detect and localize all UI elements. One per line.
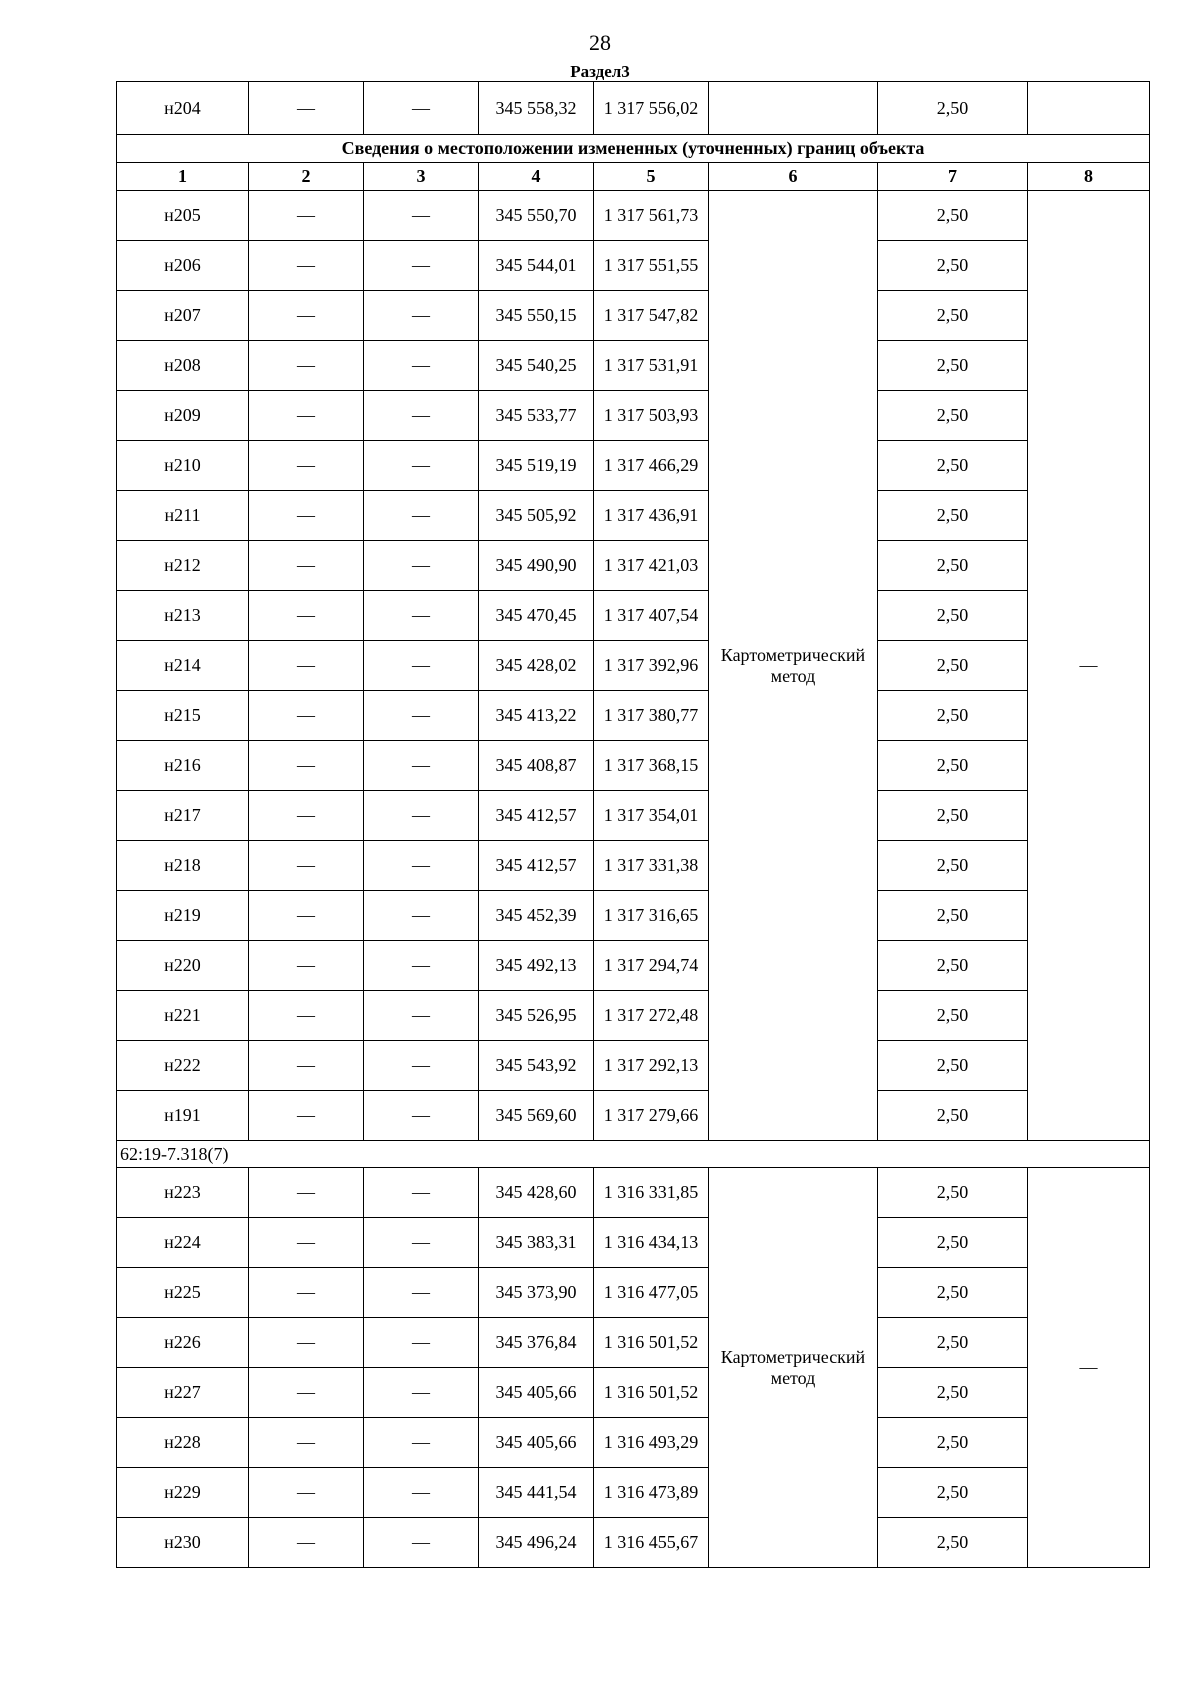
table-row bbox=[117, 741, 1150, 791]
y-coordinate-cell: 1 317 421,03 bbox=[594, 541, 709, 591]
accuracy-cell: 2,50 bbox=[878, 291, 1028, 341]
y-coordinate-cell: 1 317 292,13 bbox=[594, 1041, 709, 1091]
dash-cell: — bbox=[249, 1518, 364, 1568]
accuracy-cell: 2,50 bbox=[878, 1418, 1028, 1468]
dash-cell: — bbox=[249, 1368, 364, 1418]
dash-cell: — bbox=[364, 991, 479, 1041]
y-coordinate-cell: 1 316 331,85 bbox=[594, 1168, 709, 1218]
dash-cell: — bbox=[249, 941, 364, 991]
dash-cell: — bbox=[249, 82, 364, 135]
dash-cell: — bbox=[364, 1368, 479, 1418]
x-coordinate-cell: 345 405,66 bbox=[479, 1418, 594, 1468]
column-number: 1 bbox=[117, 163, 249, 191]
dash-cell: — bbox=[364, 491, 479, 541]
dash-cell: — bbox=[364, 1268, 479, 1318]
dash-cell: — bbox=[249, 891, 364, 941]
dash-cell: — bbox=[249, 591, 364, 641]
x-coordinate-cell: 345 428,02 bbox=[479, 641, 594, 691]
point-cell: н215 bbox=[117, 691, 249, 741]
table-row bbox=[117, 241, 1150, 291]
method-line: метод bbox=[770, 1367, 816, 1388]
dash-cell: — bbox=[249, 391, 364, 441]
x-coordinate-cell: 345 490,90 bbox=[479, 541, 594, 591]
section-label: 62:19-7.318(7) bbox=[117, 1141, 1150, 1168]
point-cell: н206 bbox=[117, 241, 249, 291]
y-coordinate-cell: 1 317 407,54 bbox=[594, 591, 709, 641]
table-row bbox=[117, 1468, 1150, 1518]
dash-cell: — bbox=[364, 1418, 479, 1468]
x-coordinate-cell: 345 428,60 bbox=[479, 1168, 594, 1218]
y-coordinate-cell: 1 317 436,91 bbox=[594, 491, 709, 541]
y-coordinate-cell: 1 317 531,91 bbox=[594, 341, 709, 391]
dash-cell: — bbox=[364, 1041, 479, 1091]
dash-cell: — bbox=[364, 191, 479, 241]
accuracy-cell: 2,50 bbox=[878, 1268, 1028, 1318]
dash-cell: — bbox=[364, 341, 479, 391]
dash-cell: — bbox=[249, 991, 364, 1041]
accuracy-cell: 2,50 bbox=[878, 82, 1028, 135]
table-row bbox=[117, 1168, 1150, 1218]
table-heading: Сведения о местоположении измененных (уточненных) границ объекта bbox=[117, 135, 1150, 163]
accuracy-cell: 2,50 bbox=[878, 941, 1028, 991]
x-coordinate-cell: 345 543,92 bbox=[479, 1041, 594, 1091]
dash-cell: — bbox=[249, 491, 364, 541]
table-row bbox=[117, 1268, 1150, 1318]
col8-cell: — bbox=[1028, 191, 1150, 1141]
y-coordinate-cell: 1 316 455,67 bbox=[594, 1518, 709, 1568]
y-coordinate-cell: 1 317 368,15 bbox=[594, 741, 709, 791]
dash-cell: — bbox=[364, 1468, 479, 1518]
y-coordinate-cell: 1 317 354,01 bbox=[594, 791, 709, 841]
accuracy-cell: 2,50 bbox=[878, 1041, 1028, 1091]
point-cell: н211 bbox=[117, 491, 249, 541]
x-coordinate-cell: 345 519,19 bbox=[479, 441, 594, 491]
method-line: метод bbox=[770, 665, 816, 686]
x-coordinate-cell: 345 526,95 bbox=[479, 991, 594, 1041]
point-cell: н221 bbox=[117, 991, 249, 1041]
x-coordinate-cell: 345 533,77 bbox=[479, 391, 594, 441]
table-row bbox=[117, 1218, 1150, 1268]
dash-cell: — bbox=[364, 841, 479, 891]
point-cell: н212 bbox=[117, 541, 249, 591]
point-cell: н225 bbox=[117, 1268, 249, 1318]
column-number: 5 bbox=[594, 163, 709, 191]
dash-cell: — bbox=[249, 441, 364, 491]
point-cell: н216 bbox=[117, 741, 249, 791]
boundary-points-table bbox=[116, 81, 1150, 1568]
dash-cell: — bbox=[249, 1268, 364, 1318]
y-coordinate-cell: 1 316 493,29 bbox=[594, 1418, 709, 1468]
dash-cell: — bbox=[364, 691, 479, 741]
point-cell: н217 bbox=[117, 791, 249, 841]
point-cell: н228 bbox=[117, 1418, 249, 1468]
point-cell: н222 bbox=[117, 1041, 249, 1091]
accuracy-cell: 2,50 bbox=[878, 1518, 1028, 1568]
y-coordinate-cell: 1 317 392,96 bbox=[594, 641, 709, 691]
dash-cell: — bbox=[249, 641, 364, 691]
table-row bbox=[117, 1318, 1150, 1368]
column-number: 6 bbox=[709, 163, 878, 191]
dash-cell: — bbox=[249, 1418, 364, 1468]
method-line: Картометрический bbox=[720, 1346, 866, 1367]
table-row bbox=[117, 641, 1150, 691]
point-cell: н226 bbox=[117, 1318, 249, 1368]
y-coordinate-cell: 1 317 547,82 bbox=[594, 291, 709, 341]
accuracy-cell: 2,50 bbox=[878, 891, 1028, 941]
table-row bbox=[117, 841, 1150, 891]
accuracy-cell: 2,50 bbox=[878, 1468, 1028, 1518]
dash-cell: — bbox=[249, 1091, 364, 1141]
y-coordinate-cell: 1 317 316,65 bbox=[594, 891, 709, 941]
column-number: 7 bbox=[878, 163, 1028, 191]
y-coordinate-cell: 1 316 473,89 bbox=[594, 1468, 709, 1518]
table-row bbox=[117, 291, 1150, 341]
dash-cell: — bbox=[364, 1091, 479, 1141]
dash-cell: — bbox=[249, 791, 364, 841]
y-coordinate-cell: 1 317 556,02 bbox=[594, 82, 709, 135]
column-number: 2 bbox=[249, 163, 364, 191]
point-cell: н191 bbox=[117, 1091, 249, 1141]
y-coordinate-cell: 1 317 279,66 bbox=[594, 1091, 709, 1141]
dash-cell: — bbox=[364, 591, 479, 641]
x-coordinate-cell: 345 496,24 bbox=[479, 1518, 594, 1568]
dash-cell: — bbox=[249, 341, 364, 391]
x-coordinate-cell: 345 441,54 bbox=[479, 1468, 594, 1518]
y-coordinate-cell: 1 316 501,52 bbox=[594, 1368, 709, 1418]
x-coordinate-cell: 345 373,90 bbox=[479, 1268, 594, 1318]
column-number: 8 bbox=[1028, 163, 1150, 191]
y-coordinate-cell: 1 317 466,29 bbox=[594, 441, 709, 491]
table-row bbox=[117, 791, 1150, 841]
x-coordinate-cell: 345 413,22 bbox=[479, 691, 594, 741]
point-cell: н229 bbox=[117, 1468, 249, 1518]
dash-cell: — bbox=[249, 191, 364, 241]
accuracy-cell: 2,50 bbox=[878, 541, 1028, 591]
table-row bbox=[117, 941, 1150, 991]
point-cell: н208 bbox=[117, 341, 249, 391]
dash-cell: — bbox=[364, 1518, 479, 1568]
accuracy-cell: 2,50 bbox=[878, 1168, 1028, 1218]
dash-cell: — bbox=[249, 691, 364, 741]
y-coordinate-cell: 1 316 434,13 bbox=[594, 1218, 709, 1268]
dash-cell: — bbox=[249, 241, 364, 291]
point-cell: н230 bbox=[117, 1518, 249, 1568]
accuracy-cell: 2,50 bbox=[878, 991, 1028, 1041]
table-row-top bbox=[117, 82, 1150, 135]
accuracy-cell: 2,50 bbox=[878, 1218, 1028, 1268]
point-cell: н224 bbox=[117, 1218, 249, 1268]
accuracy-cell: 2,50 bbox=[878, 641, 1028, 691]
point-cell: н227 bbox=[117, 1368, 249, 1418]
page-number: 28 bbox=[589, 30, 611, 55]
x-coordinate-cell: 345 452,39 bbox=[479, 891, 594, 941]
accuracy-cell: 2,50 bbox=[878, 691, 1028, 741]
table-row bbox=[117, 1368, 1150, 1418]
column-number: 4 bbox=[479, 163, 594, 191]
point-cell: н207 bbox=[117, 291, 249, 341]
x-coordinate-cell: 345 550,70 bbox=[479, 191, 594, 241]
table-row bbox=[117, 191, 1150, 241]
dash-cell: — bbox=[364, 741, 479, 791]
dash-cell: — bbox=[249, 1218, 364, 1268]
y-coordinate-cell: 1 317 503,93 bbox=[594, 391, 709, 441]
dash-cell: — bbox=[364, 891, 479, 941]
point-cell: н210 bbox=[117, 441, 249, 491]
table-row bbox=[117, 441, 1150, 491]
y-coordinate-cell: 1 317 561,73 bbox=[594, 191, 709, 241]
y-coordinate-cell: 1 317 551,55 bbox=[594, 241, 709, 291]
dash-cell: — bbox=[249, 1318, 364, 1368]
y-coordinate-cell: 1 317 294,74 bbox=[594, 941, 709, 991]
method-cell bbox=[709, 1168, 878, 1568]
dash-cell: — bbox=[249, 1468, 364, 1518]
x-coordinate-cell: 345 550,15 bbox=[479, 291, 594, 341]
accuracy-cell: 2,50 bbox=[878, 591, 1028, 641]
method-cell bbox=[709, 82, 878, 135]
accuracy-cell: 2,50 bbox=[878, 441, 1028, 491]
x-coordinate-cell: 345 405,66 bbox=[479, 1368, 594, 1418]
dash-cell: — bbox=[364, 241, 479, 291]
accuracy-cell: 2,50 bbox=[878, 1368, 1028, 1418]
column-number: 3 bbox=[364, 163, 479, 191]
point-cell: н220 bbox=[117, 941, 249, 991]
table-row bbox=[117, 541, 1150, 591]
dash-cell: — bbox=[364, 791, 479, 841]
dash-cell: — bbox=[364, 541, 479, 591]
point-cell: н205 bbox=[117, 191, 249, 241]
accuracy-cell: 2,50 bbox=[878, 241, 1028, 291]
dash-cell: — bbox=[364, 1218, 479, 1268]
point-cell: н214 bbox=[117, 641, 249, 691]
point-cell: н204 bbox=[117, 82, 249, 135]
accuracy-cell: 2,50 bbox=[878, 341, 1028, 391]
x-coordinate-cell: 345 412,57 bbox=[479, 791, 594, 841]
y-coordinate-cell: 1 316 477,05 bbox=[594, 1268, 709, 1318]
x-coordinate-cell: 345 408,87 bbox=[479, 741, 594, 791]
x-coordinate-cell: 345 505,92 bbox=[479, 491, 594, 541]
table-row bbox=[117, 591, 1150, 641]
y-coordinate-cell: 1 317 272,48 bbox=[594, 991, 709, 1041]
accuracy-cell: 2,50 bbox=[878, 791, 1028, 841]
dash-cell: — bbox=[364, 441, 479, 491]
table-row bbox=[117, 341, 1150, 391]
x-coordinate-cell: 345 412,57 bbox=[479, 841, 594, 891]
table-row bbox=[117, 1041, 1150, 1091]
dash-cell: — bbox=[364, 291, 479, 341]
dash-cell: — bbox=[364, 82, 479, 135]
x-coordinate-cell: 345 376,84 bbox=[479, 1318, 594, 1368]
point-cell: н223 bbox=[117, 1168, 249, 1218]
accuracy-cell: 2,50 bbox=[878, 1318, 1028, 1368]
table-row bbox=[117, 1518, 1150, 1568]
dash-cell: — bbox=[249, 291, 364, 341]
x-coordinate-cell: 345 540,25 bbox=[479, 341, 594, 391]
table-row bbox=[117, 1091, 1150, 1141]
x-coordinate-cell: 345 383,31 bbox=[479, 1218, 594, 1268]
table-row bbox=[117, 491, 1150, 541]
dash-cell: — bbox=[249, 541, 364, 591]
table-row bbox=[117, 891, 1150, 941]
dash-cell: — bbox=[364, 1168, 479, 1218]
method-line: Картометрический bbox=[720, 644, 866, 665]
dash-cell: — bbox=[249, 1041, 364, 1091]
table-row bbox=[117, 691, 1150, 741]
dash-cell: — bbox=[249, 1168, 364, 1218]
col8-cell: — bbox=[1028, 1168, 1150, 1568]
point-cell: н219 bbox=[117, 891, 249, 941]
table-row bbox=[117, 391, 1150, 441]
accuracy-cell: 2,50 bbox=[878, 741, 1028, 791]
accuracy-cell: 2,50 bbox=[878, 1091, 1028, 1141]
section-row bbox=[117, 1141, 1150, 1168]
accuracy-cell: 2,50 bbox=[878, 841, 1028, 891]
y-coordinate-cell: 1 317 380,77 bbox=[594, 691, 709, 741]
dash-cell: — bbox=[364, 941, 479, 991]
accuracy-cell: 2,50 bbox=[878, 191, 1028, 241]
y-coordinate-cell: 1 316 501,52 bbox=[594, 1318, 709, 1368]
point-cell: н213 bbox=[117, 591, 249, 641]
dash-cell: — bbox=[249, 841, 364, 891]
column-number-row bbox=[117, 163, 1150, 191]
point-cell: н209 bbox=[117, 391, 249, 441]
x-coordinate-cell: 345 558,32 bbox=[479, 82, 594, 135]
method-cell bbox=[709, 191, 878, 1141]
y-coordinate-cell: 1 317 331,38 bbox=[594, 841, 709, 891]
x-coordinate-cell: 345 492,13 bbox=[479, 941, 594, 991]
dash-cell: — bbox=[249, 741, 364, 791]
accuracy-cell: 2,50 bbox=[878, 391, 1028, 441]
section-title: Раздел3 bbox=[570, 62, 630, 81]
table-row bbox=[117, 991, 1150, 1041]
col8-cell bbox=[1028, 82, 1150, 135]
x-coordinate-cell: 345 569,60 bbox=[479, 1091, 594, 1141]
dash-cell: — bbox=[364, 641, 479, 691]
dash-cell: — bbox=[364, 1318, 479, 1368]
table-row bbox=[117, 1418, 1150, 1468]
x-coordinate-cell: 345 544,01 bbox=[479, 241, 594, 291]
x-coordinate-cell: 345 470,45 bbox=[479, 591, 594, 641]
point-cell: н218 bbox=[117, 841, 249, 891]
table-heading-row bbox=[117, 135, 1150, 163]
dash-cell: — bbox=[364, 391, 479, 441]
accuracy-cell: 2,50 bbox=[878, 491, 1028, 541]
